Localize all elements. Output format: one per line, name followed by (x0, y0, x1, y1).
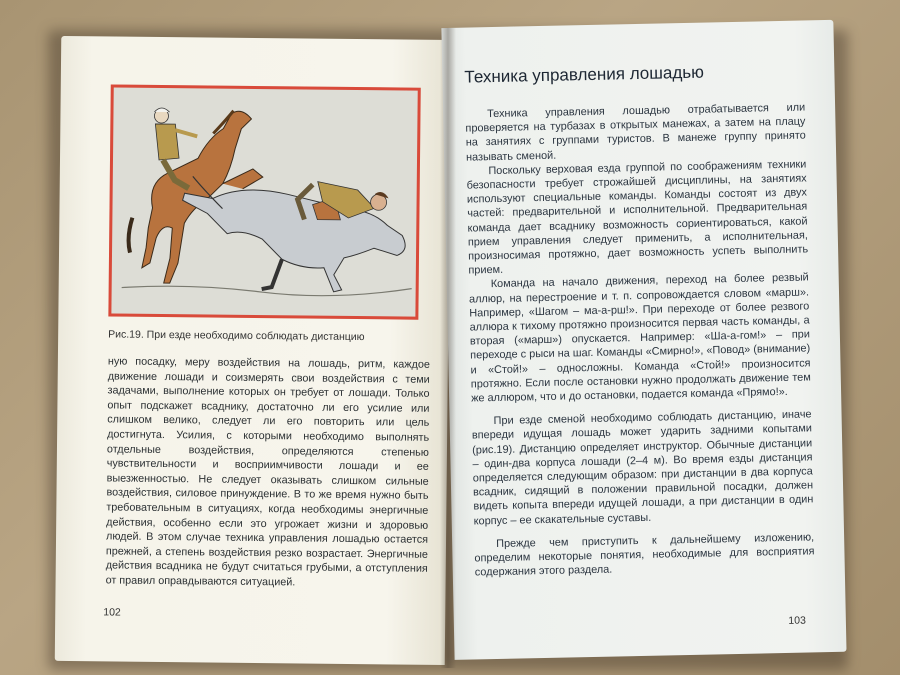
left-page (55, 36, 452, 665)
paragraph-4: При езде сменой необходимо соблюдать дистанцию, иначе впереди идущая лошадь может ударить задними копытами (рис.19). Дистанцию определяет инструктор. Обычные дистанции – один-два корпуса лошади (2–4 м). Во время езды дистанция определяется следующим образом: при дистанции в два корпуса всадник, сидящий в положении правильной посадки, должен видеть копыта впереди идущей лошади, а при дистанции в один корпус – ее скакательные суставы. (471, 408, 814, 528)
grey-horse-figure (182, 176, 406, 292)
horses-riders-drawing (111, 87, 417, 316)
right-page (441, 20, 846, 660)
right-page-number: 103 (788, 614, 806, 627)
paragraph-5: Прежде чем приступить к дальнейшему изложению, определим некоторые понятия, необходимые для восприятия содержания этого раздела. (474, 531, 815, 579)
figure-caption: Рис.19. При езде необходимо соблюдать дистанцию (108, 328, 365, 344)
paragraph-1: Техника управления лошадью отрабатывается или проверяется на турбазах в открытых манежах, а затем на плацу на занятиях с группами туристов. В манеже группу принято называть сменой. (465, 101, 806, 164)
left-page-body (106, 354, 430, 591)
paragraph-3: Команда на начало движения, переход на более резвый аллюр, на перестроение и т. п. сопровождается словом «марш». Например, «Шагом – ма-а-рш!». При переходе от более резвого аллюра к тихому протяжно произносится первая часть команды, а вторая («марш») опускается. Например: «Ша-а-гом!» – при переходе с рыси на шаг. Команды «Смирно!», «Повод» (внимание) и «Стой!» – односложны. Команда «Стой!» произносится протяжно. Если после остановки нужно продолжать движение тем же аллюром, что и до остановки, подается команда «Прямо!». (468, 271, 811, 405)
section-title: Техника управления лошадью (464, 62, 705, 87)
left-page-number: 102 (103, 606, 121, 619)
book-spine-gutter (440, 28, 456, 668)
paragraph-2: Поскольку верховая езда группой по соображениям техники безопасности требует строжайшей дисциплины, на занятиях используют специальные команды. Команды состоят из двух частей: предварительной и исполнительной. Предварительная команда дает всаднику возможность сориентироваться, какой прием управления следует применить, а исполнительная, произносимая протяжно, дает возможность успеть выполнить прием. (466, 158, 809, 277)
left-body-paragraph: ную посадку, меру воздействия на лошадь, ритм, каждое движение лошади и соизмерять свои воздействия с теми задачами, выполнение которых он требует от лошади. Только опыт подскажет всаднику, достаточно ли его усилие или слишком велико, следует ли его повторить или цель достигнута. Усилия, с которыми необходимо выполнять отдельные воздействия, определяются степенью чувствительности и восприимчивости лошади и ее выезженностью. Не следует оказывать слишком сильные воздействия, силовое принуждение. В то же время нужно быть требовательным в ситуациях, когда необходимы энергичные действия, особенно если это угрожает жизни и здоровью людей. В этом случае техника управления лошадью остается прежней, а степень воздействия резко возрастает. Энергичные действия всадника не будут считаться грубыми, а отступления от правил оправдываются ситуацией. (105, 355, 430, 589)
right-page-body (465, 100, 815, 580)
figure-illustration (108, 84, 420, 319)
